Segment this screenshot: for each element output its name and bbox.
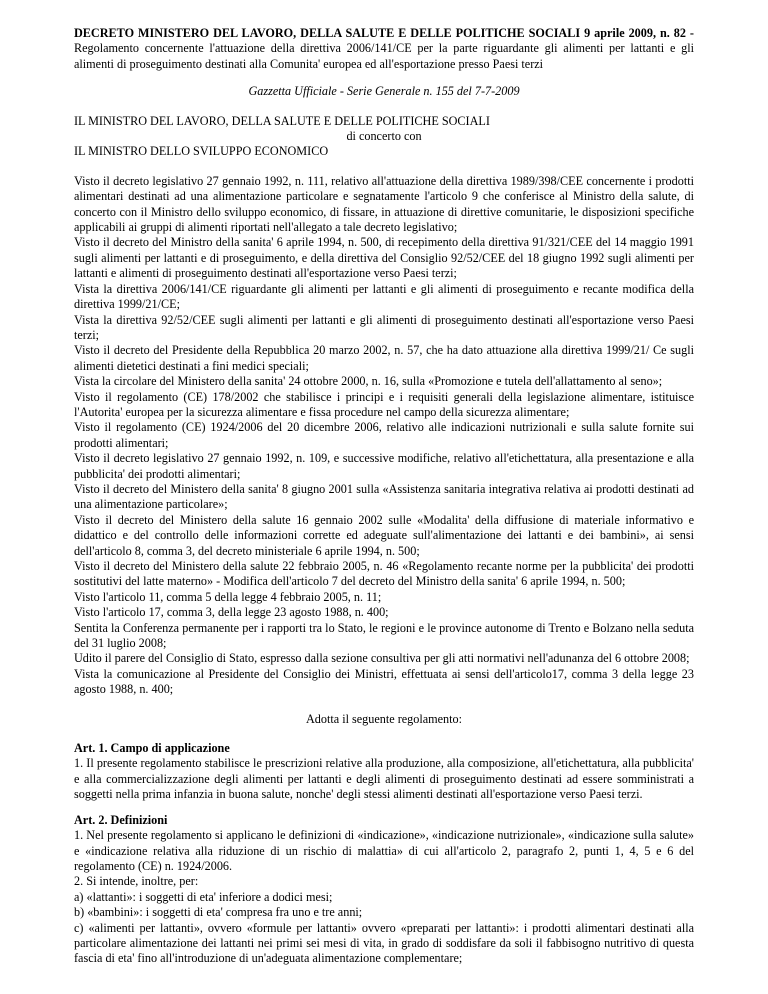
decree-title: DECRETO MINISTERO DEL LAVORO, DELLA SALUTE E DELLE POLITICHE SOCIALI 9 aprile 2009, n. 82 -: [74, 26, 694, 40]
gazzetta-reference: Gazzetta Ufficiale - Serie Generale n. 155 del 7-7-2009: [248, 84, 520, 99]
preamble-paragraph: Vista la circolare del Ministero della sanita' 24 ottobre 2000, n. 16, sulla «Promozione e tutela dell'allattamento al seno»;: [74, 374, 663, 389]
preamble-paragraph: Sentita la Conferenza permanente per i rapporti tra lo Stato, le regioni e le province autonome di Trento e Bolzano nella seduta del 31 luglio 2008;: [74, 620, 694, 651]
decree-header: [74, 26, 694, 72]
article-1: [74, 741, 694, 803]
minister-line-1: IL MINISTRO DEL LAVORO, DELLA SALUTE E DELLE POLITICHE SOCIALI: [74, 113, 490, 128]
preamble-paragraph: Visto il decreto del Ministero della salute 16 gennaio 2002 sulle «Modalita' della diffusione di materiale informativo e didattico e del controllo delle informazioni corrette ed adeguate sull'alimentazione dei lattanti e dei bambini», ai sensi dell'articolo 8, comma 3, del decreto ministeriale 6 aprile 1994, n. 500;: [74, 512, 694, 558]
preamble: [74, 174, 694, 698]
preamble-paragraph: Visto il regolamento (CE) 1924/2006 del 20 dicembre 2006, relativo alle indicazioni nutrizionali e sulla salute fornite sui prodotti alimentari;: [74, 420, 694, 450]
article-2: [74, 813, 694, 967]
adoption-statement: Adotta il seguente regolamento:: [305, 711, 463, 726]
preamble-paragraph: Visto il decreto del Ministero della salute 22 febbraio 2005, n. 46 «Regolamento recante norme per la pubblicita' dei prodotti sostitutivi del latte materno» - Modifica dell'articolo 7 del decreto del Ministro della sanita' 6 aprile 1994, n. 500;: [74, 559, 694, 589]
article-paragraph: b) «bambini»: i soggetti di eta' compresa fra uno e tre anni;: [74, 905, 363, 920]
preamble-paragraph: Visto il decreto legislativo 27 gennaio 1992, n. 109, e successive modifiche, relativo all'etichettatura, alla presentazione e alla pubblicita' dei prodotti alimentari;: [74, 451, 694, 481]
article-paragraph: 1. Nel presente regolamento si applicano le definizioni di «indicazione», «indicazione nutrizionale», «indicazione sulla salute» e «indicazione relativa alla riduzione di un rischio di malattia» di cui all'articolo 2, paragrafo 2, punti 1, 4, 5 e 6 del regolamento (CE) n. 1924/2006.: [74, 828, 694, 873]
preamble-paragraph: Visto il regolamento (CE) 178/2002 che stabilisce i principi e i requisiti generali della legislazione alimentare, istituisce l'Autorita' europea per la sicurezza alimentare e fissa procedure nel campo della sicurezza alimentare;: [74, 389, 694, 419]
preamble-paragraph: Udito il parere del Consiglio di Stato, espresso dalla sezione consultiva per gli atti normativi nell'adunanza del 6 ottobre 2008;: [74, 651, 690, 666]
preamble-paragraph: Vista la direttiva 92/52/CEE sugli alimenti per lattanti e gli alimenti di proseguimento destinati all'esportazione verso Paesi terzi;: [74, 312, 694, 342]
article-paragraph: 2. Si intende, inoltre, per:: [74, 874, 199, 889]
preamble-paragraph: Visto il decreto del Presidente della Repubblica 20 marzo 2002, n. 57, che ha dato attuazione alla direttiva 1999/21/ Ce sugli alimenti dietetici destinati a fini medici speciali;: [74, 343, 694, 373]
minister-line-3: IL MINISTRO DELLO SVILUPPO ECONOMICO: [74, 144, 329, 159]
preamble-paragraph: Visto l'articolo 11, comma 5 della legge 4 febbraio 2005, n. 11;: [74, 589, 382, 604]
preamble-paragraph: Visto il decreto legislativo 27 gennaio 1992, n. 111, relativo all'attuazione della direttiva 1989/398/CEE concernente i prodotti alimentari destinati ad una alimentazione particolare e segnatamente l'articolo 9 che conferisce al Ministro della salute, di concerto con il Ministro dello sviluppo economico, di fissare, in attuazione di direttive comunitarie, le disposizioni specifiche applicabili ai gruppi di alimenti riportati nell'allegato a tale decreto legislativo;: [74, 173, 694, 235]
preamble-paragraph: Visto il decreto del Ministero della sanita' 8 giugno 2001 sulla «Assistenza sanitaria integrativa relativa ai prodotti destinati ad una alimentazione particolare»;: [74, 481, 694, 512]
article-title: Art. 1. Campo di applicazione: [74, 741, 230, 756]
ministers-block: [74, 114, 694, 160]
preamble-paragraph: Visto il decreto del Ministro della sanita' 6 aprile 1994, n. 500, di recepimento della direttiva 91/321/CEE del 14 maggio 1991 sugli alimenti per lattanti e di proseguimento, e della direttiva del Consiglio 92/52/CEE del 18 giugno 1992 sugli alimenti per lattanti e alimenti di proseguimento destinati all'esportazione verso Paesi terzi;: [74, 235, 694, 281]
article-paragraph: a) «lattanti»: i soggetti di eta' inferiore a dodici mesi;: [74, 889, 333, 904]
article-paragraph: c) «alimenti per lattanti», ovvero «formule per lattanti» ovvero «preparati per lattanti»: i prodotti alimentari destinati alla particolare alimentazione dei lattanti nei primi sei mesi di vita, in grado di soddisfare da soli il fabbisogno nutritivo di questa fascia di eta' fino all'introduzione di un'adeguata alimentazione complementare;: [74, 920, 694, 966]
preamble-paragraph: Vista la direttiva 2006/141/CE riguardante gli alimenti per lattanti e gli alimenti di proseguimento e recante modifica della direttiva 1999/21/CE;: [74, 281, 694, 312]
article-paragraph: 1. Il presente regolamento stabilisce le prescrizioni relative alla produzione, alla composizione, all'etichettatura, alla pubblicita' e alla commercializzazione degli alimenti per lattanti e degli alimenti di proseguimento destinati ad essere somministrati a soggetti nella prima infanzia in buona salute, nonche' degli stessi alimenti destinati all'esportazione verso Paesi terzi.: [74, 756, 694, 802]
preamble-paragraph: Vista la comunicazione al Presidente del Consiglio dei Ministri, effettuata ai sensi dell'articolo17, comma 3 della legge 23 agosto 1988, n. 400;: [74, 666, 694, 697]
minister-line-2: di concerto con: [346, 129, 422, 144]
article-title: Art. 2. Definizioni: [74, 812, 168, 827]
preamble-paragraph: Visto l'articolo 17, comma 3, della legge 23 agosto 1988, n. 400;: [74, 605, 389, 620]
decree-subject: Regolamento concernente l'attuazione della direttiva 2006/141/CE per la parte riguardante gli alimenti per lattanti e gli alimenti di proseguimento destinati alla Comunita' europea ed all'esportazione presso Paesi terzi: [74, 41, 694, 71]
